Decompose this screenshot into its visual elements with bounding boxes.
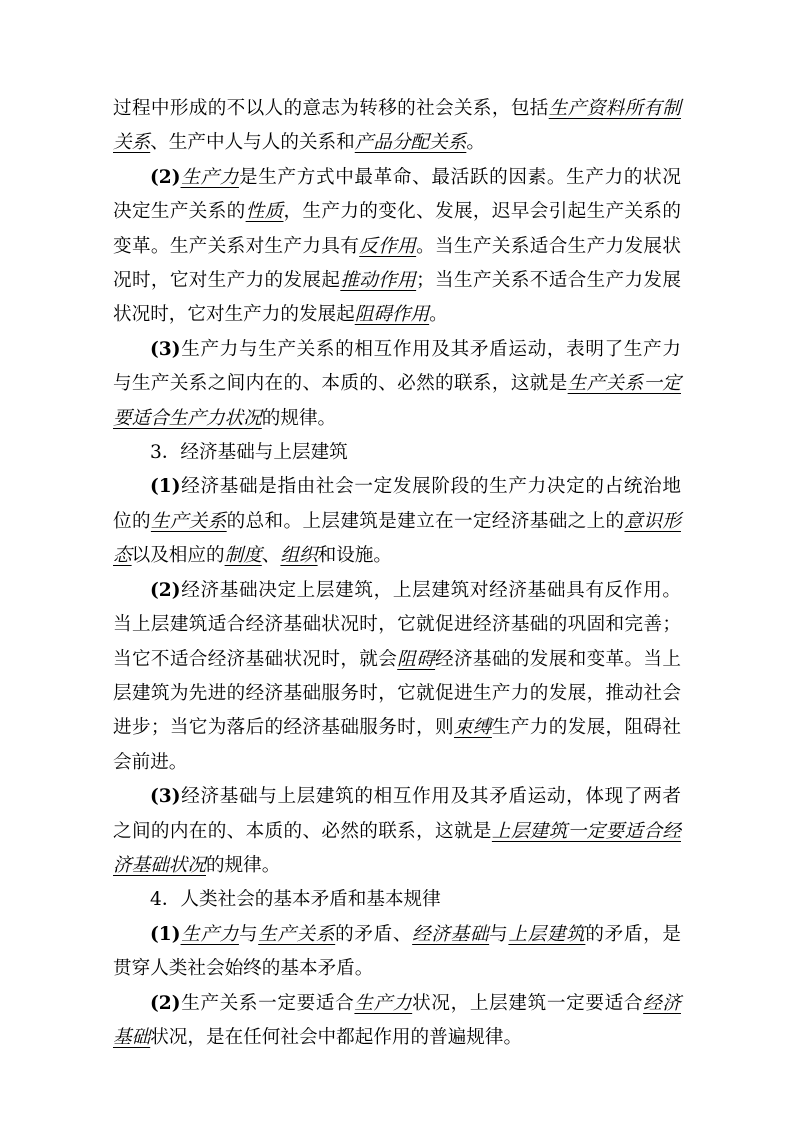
- fill-in-answer: 生产关系: [258, 923, 336, 945]
- paragraph: [113, 92, 681, 161]
- paragraph: [113, 574, 681, 780]
- text-run: 是生产方式中最革命、最活跃的因素。生产力的状况决定生产关系的: [113, 166, 681, 223]
- text-run: 生产关系一定要适合: [180, 992, 355, 1014]
- text-run: 和设施。: [317, 545, 392, 567]
- item-number: (2): [150, 579, 181, 601]
- text-run: 经济基础是指由社会一定发展阶段的生产力决定的占统治地位的: [113, 476, 681, 532]
- text-run: 的规律。: [261, 407, 337, 429]
- text-run: 与: [238, 923, 259, 945]
- text-run: 的规律。: [205, 854, 281, 876]
- text-run: 4．人类社会的基本矛盾和基本规律: [150, 889, 441, 911]
- text-run: 的矛盾、: [335, 923, 413, 945]
- fill-in-answer: 产品分配关系: [354, 132, 467, 154]
- fill-in-answer: 生产关系: [150, 510, 227, 532]
- text-run: 状况，是在任何社会中都起作用的普遍规律。: [150, 1026, 523, 1048]
- paragraph: [113, 161, 681, 333]
- paragraph: [113, 333, 681, 436]
- paragraph: [113, 918, 681, 987]
- text-run: 。: [466, 132, 485, 154]
- section-heading: [113, 436, 681, 470]
- text-run: 与: [489, 923, 509, 945]
- section-heading: [113, 883, 681, 917]
- fill-in-answer: 制度: [224, 545, 262, 567]
- fill-in-answer: 性质: [245, 201, 284, 223]
- text-run: 的总和。上层建筑是建立在一定经济基础之上的: [226, 510, 625, 532]
- item-number: (2): [150, 166, 181, 188]
- text-run: 。当生产关系适合生产力发展状况时，它对生产力的发展起: [113, 235, 681, 292]
- fill-in-answer: 上层建筑一定要适合经济基础状况: [113, 820, 681, 876]
- item-number: (3): [150, 786, 181, 808]
- paragraph: [113, 470, 681, 573]
- paragraph: [113, 780, 681, 883]
- fill-in-answer: 阻碍作用: [354, 304, 430, 326]
- fill-in-answer: 经济基础: [113, 992, 681, 1048]
- text-run: 过程中形成的不以人的意志为转移的社会关系，包括: [113, 98, 549, 119]
- paragraph: [113, 987, 681, 1056]
- text-run: 以及相应的: [131, 545, 225, 567]
- fill-in-answer: 经济基础: [412, 923, 490, 945]
- fill-in-answer: 阻碍: [397, 648, 436, 670]
- fill-in-answer: 反作用: [359, 235, 417, 257]
- text-run: 的矛盾，是贯穿人类社会始终的基本矛盾。: [113, 923, 681, 980]
- text-run: ；当生产关系不适合生产力发展状况时，它对生产力的发展起: [113, 270, 681, 326]
- item-number: (2): [150, 992, 181, 1014]
- fill-in-answer: 上层建筑: [508, 923, 586, 945]
- fill-in-answer: 生产力: [354, 992, 413, 1014]
- fill-in-answer: 束缚: [453, 717, 492, 739]
- text-run: 经济基础的发展和变革。当上层建筑为先进的经济基础服务时，它就促进生产力的发展，推动社会进步；当它为落后的经济基础服务时，则: [113, 648, 681, 739]
- text-run: 、生产中人与人的关系和: [150, 132, 355, 154]
- item-number: (1): [150, 476, 181, 498]
- fill-in-answer: 组织: [280, 545, 318, 567]
- fill-in-answer: 生产资料所有制关系: [113, 98, 681, 154]
- text-run: 。: [429, 304, 448, 326]
- fill-in-answer: 推动作用: [340, 270, 417, 292]
- fill-in-answer: 意识形态: [113, 510, 681, 567]
- fill-in-answer: 生产关系一定要适合生产力状况: [113, 373, 681, 429]
- fill-in-answer: 生产力: [180, 923, 239, 945]
- document-body: [113, 92, 681, 1055]
- text-run: 经济基础决定上层建筑，上层建筑对经济基础具有反作用。当上层建筑适合经济基础状况时，它就促进经济基础的巩固和完善；当它不适合经济基础状况时，就会: [113, 579, 681, 670]
- text-run: ，生产力的变化、发展，迟早会引起生产关系的变革。生产关系对生产力具有: [113, 201, 681, 257]
- text-run: 生产力与生产关系的相互作用及其矛盾运动，表明了生产力与生产关系之间内在的、本质的、必然的联系，这就是: [113, 338, 681, 395]
- text-run: 经济基础与上层建筑的相互作用及其矛盾运动，体现了两者之间的内在的、本质的、必然的联系，这就是: [113, 786, 681, 842]
- text-run: 生产力的发展，阻碍社会前进。: [113, 717, 681, 773]
- item-number: (1): [150, 923, 181, 945]
- text-run: 、: [261, 545, 281, 567]
- item-number: (3): [150, 338, 181, 360]
- text-run: 状况，上层建筑一定要适合: [412, 992, 644, 1014]
- fill-in-answer: 生产力: [180, 166, 239, 188]
- text-run: 3．经济基础与上层建筑: [150, 442, 348, 464]
